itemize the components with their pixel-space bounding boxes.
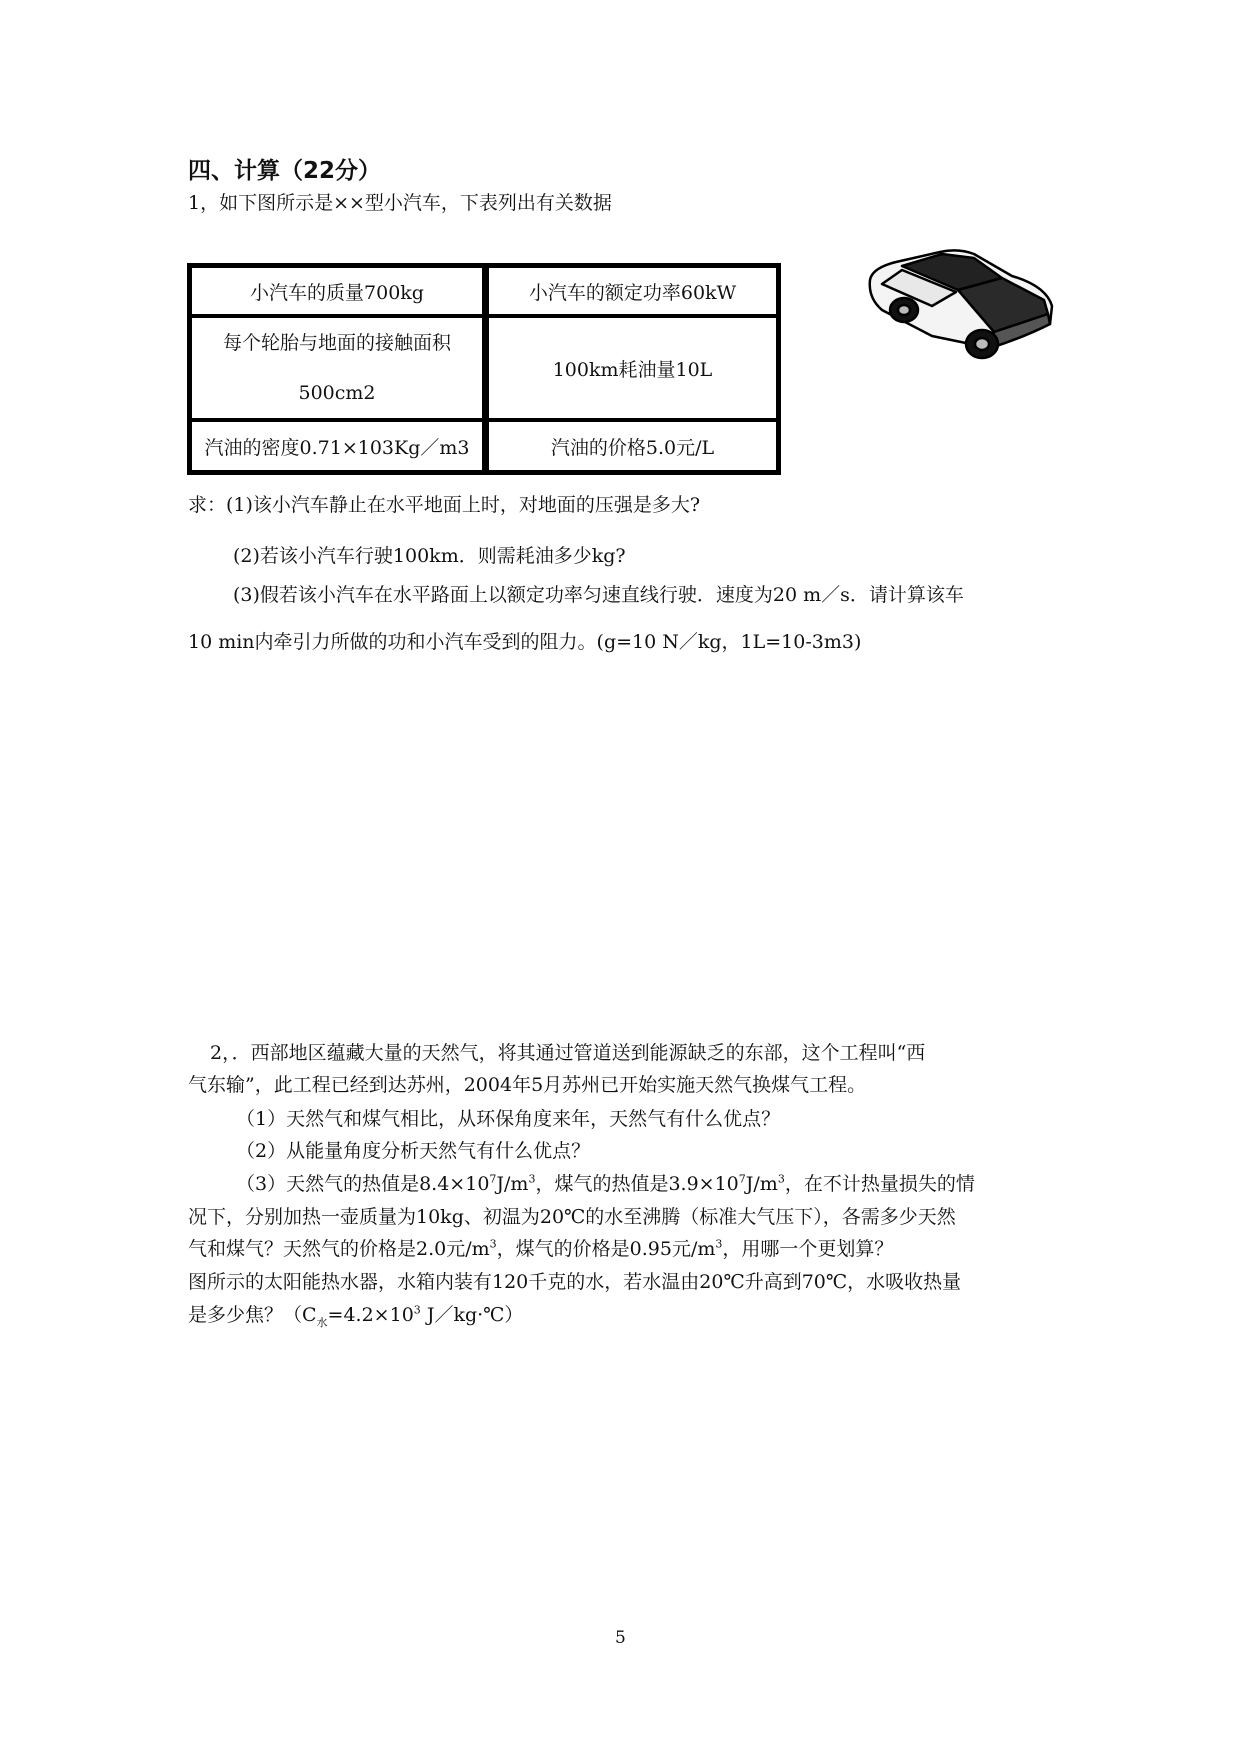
table-cell: 小汽车的质量700kg xyxy=(190,266,487,316)
car-image xyxy=(862,240,1058,370)
q1-intro: 1，如下图所示是××型小汽车，下表列出有关数据 xyxy=(188,192,612,214)
text-run: =4.2×10 xyxy=(327,1304,414,1326)
text-run: ，煤气的热值是3.9×10 xyxy=(535,1173,739,1195)
table-cell: 汽油的价格5.0元/L xyxy=(487,420,778,472)
q2-line-5 xyxy=(236,1169,975,1196)
superscript: 3 xyxy=(715,1237,723,1251)
q2-line-9 xyxy=(188,1300,523,1330)
text-run: （3）天然气的热值是8.4×10 xyxy=(236,1173,490,1195)
table-row xyxy=(190,420,778,472)
q2-line-7 xyxy=(188,1234,893,1261)
q1-ask-1: 求：(1)该小汽车静止在水平地面上时，对地面的压强是多大? xyxy=(188,494,701,516)
q1-ask-2: (2)若该小汽车行驶100km．则需耗油多少kg? xyxy=(233,545,626,567)
q2-line-1: 2，．西部地区蕴藏大量的天然气，将其通过管道送到能源缺乏的东部，这个工程叫“西 xyxy=(210,1042,926,1064)
q2-line-2: 气东输”，此工程已经到达苏州，2004年5月苏州已开始实施天然气换煤气工程。 xyxy=(188,1074,867,1096)
table-cell xyxy=(190,316,487,420)
superscript: 7 xyxy=(738,1172,746,1186)
table-cell: 汽油的密度0.71×103Kg／m3 xyxy=(190,420,487,472)
superscript: 3 xyxy=(413,1303,421,1317)
text-run: J/m xyxy=(745,1173,778,1195)
q1-ask-3-line1: (3)假若该小汽车在水平路面上以额定功率匀速直线行驶．速度为20 m／s．请计算该车 xyxy=(233,584,964,606)
cell-line: 500cm2 xyxy=(298,382,376,404)
text-run: 是多少焦？（C xyxy=(188,1304,317,1326)
text-run: ，煤气的价格是0.95元/m xyxy=(496,1238,716,1260)
superscript: 3 xyxy=(528,1172,536,1186)
text-run: J／kg·℃） xyxy=(420,1304,524,1326)
q2-line-4: （2）从能量角度分析天然气有什么优点？ xyxy=(236,1140,591,1162)
table-cell: 100km耗油量10L xyxy=(487,316,778,420)
table-row xyxy=(190,316,778,420)
table-cell: 小汽车的额定功率60kW xyxy=(487,266,778,316)
q1-ask-3-line2: 10 min内牵引力所做的功和小汽车受到的阻力。(g=10 N／kg，1L=10-3m3) xyxy=(188,631,862,653)
text-run: ，在不计热量损失的情 xyxy=(784,1173,975,1195)
superscript: 3 xyxy=(489,1237,497,1251)
subscript: 水 xyxy=(316,1315,328,1329)
q2-line-8: 图所示的太阳能热水器，水箱内装有120千克的水，若水温由20℃升高到70℃，水吸收热量 xyxy=(188,1271,962,1293)
superscript: 7 xyxy=(489,1172,497,1186)
text-run: J/m xyxy=(496,1173,529,1195)
page-number: 5 xyxy=(615,1628,626,1648)
table-row xyxy=(190,266,778,316)
superscript: 3 xyxy=(777,1172,785,1186)
text-run: ，用哪一个更划算？ xyxy=(722,1238,894,1260)
q2-line-3: （1）天然气和煤气相比，从环保角度来年，天然气有什么优点？ xyxy=(236,1108,781,1130)
cell-line: 每个轮胎与地面的接触面积 xyxy=(222,332,451,354)
section-title: 四、计算（22分） xyxy=(188,158,382,184)
q2-line-6: 况下，分别加热一壶质量为10kg、初温为20℃的水至沸腾（标准大气压下），各需多少天然 xyxy=(188,1206,956,1228)
car-spec-table xyxy=(187,263,781,475)
text-run: 气和煤气？天然气的价格是2.0元/m xyxy=(188,1238,490,1260)
